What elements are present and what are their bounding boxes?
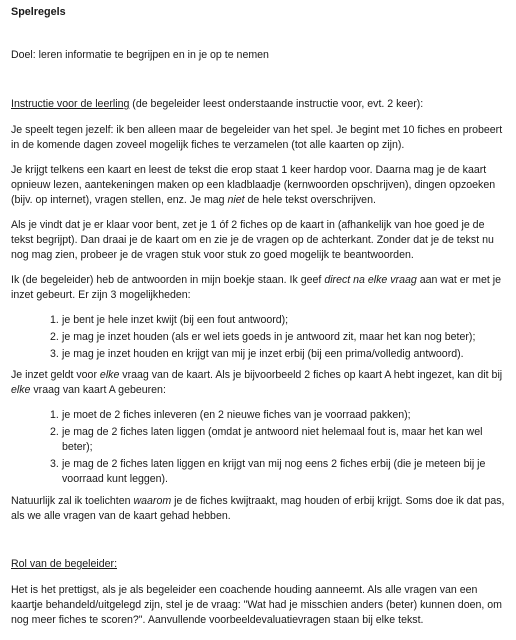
list-text: je mag de 2 fiches laten liggen (omdat je antwoord niet helemaal fout is, maar het kan wel beter); xyxy=(62,426,483,453)
paragraph-role: Het is het prettigst, als je als begeleider een coachende houding aanneemt. Als alle vragen van een kaartje behandeld/uitgelegd zijn, stel je de vraag: "Wat had je misschien anders (beter) kunnen doen, om nog meer fiches te scoren?". Aanvullende voorbeeldevaluatievragen staan bij elke tekst. xyxy=(11,584,502,626)
list-item xyxy=(50,330,510,345)
list-number: 1. xyxy=(50,409,59,421)
list-item xyxy=(50,408,510,423)
possibilities-list xyxy=(50,313,510,362)
paragraph-betting: Als je vindt dat je er klaar voor bent, zet je 1 óf 2 fiches op de kaart in (afhankelijk van hoe goed je de tekst begrijpt). Dan draai je de kaart om en zie je de vragen op de achterkant. Zonder dat je de tekst nu nog mag zien, probeer je de vragen stuk voor stuk zo goed mogelijk te beantwoorden. xyxy=(11,219,494,261)
example-list xyxy=(50,408,510,487)
emphasis-waarom: waarom xyxy=(133,495,172,507)
paragraph-stake-text: Je inzet geldt voor xyxy=(11,369,100,381)
paragraph-answers-text: Ik (de begeleider) heb de antwoorden in mijn boekje staan. Ik geef xyxy=(11,274,325,286)
list-text: je bent je hele inzet kwijt (bij een fout antwoord); xyxy=(62,314,289,326)
list-number: 2. xyxy=(50,331,59,343)
page-title: Spelregels xyxy=(11,6,66,18)
list-text: je mag je inzet houden en krijgt van mij je inzet erbij (bij een prima/volledig antwoord). xyxy=(62,348,464,360)
paragraph-stake-end: vraag van kaart A gebeuren: xyxy=(30,384,166,396)
paragraph-explanation-text: Natuurlijk zal ik toelichten xyxy=(11,495,134,507)
role-heading: Rol van de begeleider: xyxy=(11,558,118,570)
paragraph-game-intro: Je speelt tegen jezelf: ik ben alleen maar de begeleider van het spel. Je begint met 10 fiches en probeert in de komende dagen zoveel mogelijk fiches te verzamelen (tot alle kaarten op zijn). xyxy=(11,124,503,151)
emphasis-niet: niet xyxy=(227,194,245,206)
paragraph-explanation-end: je de fiches kwijtraakt, mag houden of erbij krijgt. Soms doe ik dat pas, als we alle vragen van de kaart gehad hebben. xyxy=(11,495,505,522)
emphasis-direct: direct na elke vraag xyxy=(324,274,417,286)
list-text: je mag je inzet houden (als er wel iets goeds in je antwoord zit, maar het kan nog beter); xyxy=(62,331,476,343)
list-item xyxy=(50,313,510,328)
list-number: 1. xyxy=(50,314,59,326)
paragraph-reading-card-text: Je krijgt telkens een kaart en leest de tekst die erop staat 1 keer hardop voor. Daarna mag je de kaart opnieuw lezen, aantekeningen maken op een kladblaadje (kernwoorden opschrijven), dingen opzoeken (bijv. op internet), vragen stellen, enz. Je mag xyxy=(11,164,496,206)
paragraph-stake xyxy=(11,368,509,398)
paragraph-stake-text-2: vraag van de kaart. Als je bijvoorbeeld 2 fiches op kaart A hebt ingezet, kan dit bij xyxy=(119,369,503,381)
list-item xyxy=(50,347,510,362)
list-text: je mag de 2 fiches laten liggen en krijgt van mij nog eens 2 fiches erbij (die je meteen bij je voorraad kunt leggen). xyxy=(62,458,486,485)
list-item xyxy=(50,425,510,455)
paragraph-reading-card xyxy=(11,163,509,208)
paragraph-answers-end: aan wat er met je inzet gebeurt. Er zijn 3 mogelijkheden: xyxy=(11,274,501,301)
instruction-heading-paragraph xyxy=(11,97,509,112)
instruction-heading-note: (de begeleider leest onderstaande instructie voor, evt. 2 keer): xyxy=(129,98,424,110)
paragraph-reading-card-end: de hele tekst overschrijven. xyxy=(244,194,376,206)
list-number: 3. xyxy=(50,458,59,470)
list-item xyxy=(50,457,510,487)
instruction-heading: Instructie voor de leerling xyxy=(11,98,130,110)
list-text: je moet de 2 fiches inleveren (en 2 nieuwe fiches van je voorraad pakken); xyxy=(62,409,411,421)
paragraph-explanation xyxy=(11,494,509,524)
paragraph-answers xyxy=(11,273,509,303)
list-number: 3. xyxy=(50,348,59,360)
emphasis-elke: elke xyxy=(99,369,120,381)
goal-paragraph: Doel: leren informatie te begrijpen en in je op te nemen xyxy=(11,49,269,61)
list-number: 2. xyxy=(50,426,59,438)
emphasis-elke-2: elke xyxy=(11,384,31,396)
